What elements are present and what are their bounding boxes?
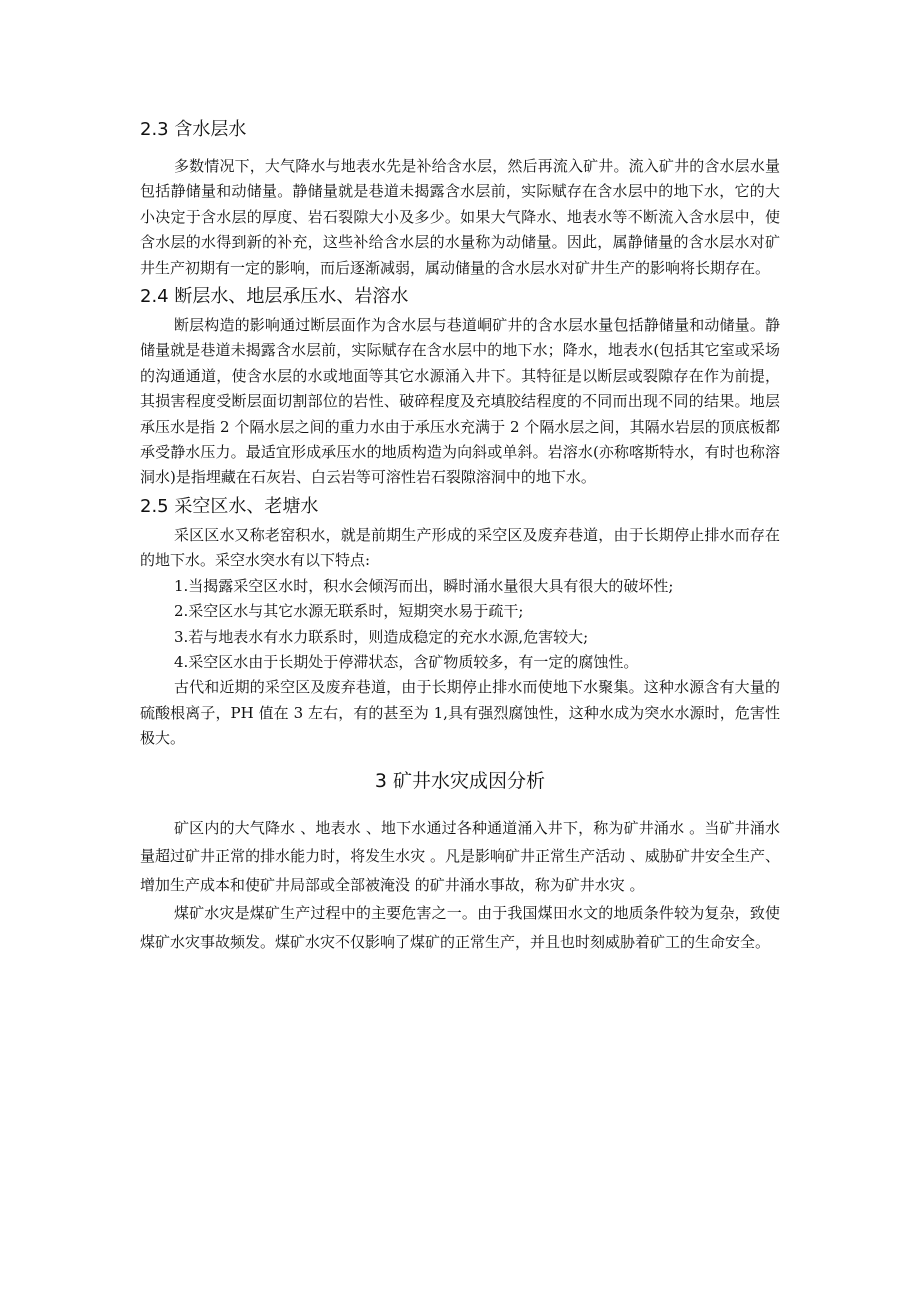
chapter-heading-3: 3 矿井水灾成因分析 bbox=[374, 769, 546, 792]
document-page bbox=[140, 110, 780, 957]
section-heading-2-5: 2.5 采空区水、老塘水 bbox=[140, 495, 319, 517]
paragraph-goaf-closing: 古代和近期的采空区及废弃巷道，由于长期停止排水而使地下水聚集。这种水源含有大量的硫酸根离子，PH 值在 3 左右，有的甚至为 1,具有强烈腐蚀性，这种水成为突水水源时，危害性极大。 bbox=[140, 678, 780, 748]
paragraph-aquifer-water: 多数情况下，大气降水与地表水先是补给含水层，然后再流入矿井。流入矿井的含水层水量包括静储量和动储量。静储量就是巷道未揭露含水层前，实际赋存在含水层中的地下水，它的大小决定于含水层的厚度、岩石裂隙大小及多少。如果大气降水、地表水等不断流入含水层中，使含水层的水得到新的补充，这些补给含水层的水量称为动储量。因此，属静储量的含水层水对矿井生产初期有一定的影响，而后逐渐减弱，属动储量的含水层水对矿井生产的影响将长期存在。 bbox=[140, 157, 780, 277]
paragraph-mine-flood-hazard: 煤矿水灾是煤矿生产过程中的主要危害之一。由于我国煤田水文的地质条件较为复杂，致使煤矿水灾事故频发。煤矿水灾不仅影响了煤矿的正常生产，并且也时刻威胁着矿工的生命安全。 bbox=[140, 904, 780, 951]
section-heading-2-3: 2.3 含水层水 bbox=[140, 119, 247, 140]
paragraph-fault-water: 断层构造的影响通过断层面作为含水层与巷道峒矿井的含水层水量包括静储量和动储量。静储量就是巷道未揭露含水层前，实际赋存在含水层中的地下水；降水，地表水(包括其它室或采场的沟通通道，使含水层的水或地面等其它水源涌入井下。其特征是以断层或裂隙存在作为前提，其损害程度受断层面切割部位的岩性、破碎程度及充填胶结程度的不同而出现不同的结果。地层承压水是指 2 个隔水层之间的重力水由于承压水充满于 2 个隔水层之间，其隔水岩层的顶底板都承受静水压力。最适宜形成承压水的地质构造为向斜或单斜。岩溶水(亦称喀斯特水，有时也称溶洞水)是指埋藏在石灰岩、白云岩等可溶性岩石裂隙溶洞中的地下水。 bbox=[140, 316, 780, 487]
list-item: 3.若与地表水有水力联系时，则造成稳定的充水水源,危害较大; bbox=[174, 627, 589, 646]
list-item: 4.采空区水由于长期处于停滞状态，含矿物质较多，有一定的腐蚀性。 bbox=[174, 652, 639, 671]
list-item: 1.当揭露采空区水时，积水会倾泻而出，瞬时涌水量很大具有很大的破坏性; bbox=[174, 576, 674, 595]
paragraph-goaf-intro: 采区区水又称老窑积水，就是前期生产形成的采空区及废弃巷道，由于长期停止排水而存在的地下水。采空水突水有以下特点: bbox=[140, 525, 780, 570]
list-item: 2.采空区水与其它水源无联系时，短期突水易于疏干; bbox=[174, 602, 524, 621]
section-heading-2-4: 2.4 断层水、地层承压水、岩溶水 bbox=[140, 286, 409, 308]
paragraph-mine-flood-definition: 矿区内的大气降水 、地表水 、地下水通过各种通道涌入井下，称为矿井涌水 。当矿井涌水量超过矿井正常的排水能力时，将发生水灾 。凡是影响矿井正常生产活动 、威胁矿井安全生产、增加生产成本和使矿井局部或全部被淹没 的矿井涌水事故，称为矿井水灾 。 bbox=[140, 818, 780, 894]
